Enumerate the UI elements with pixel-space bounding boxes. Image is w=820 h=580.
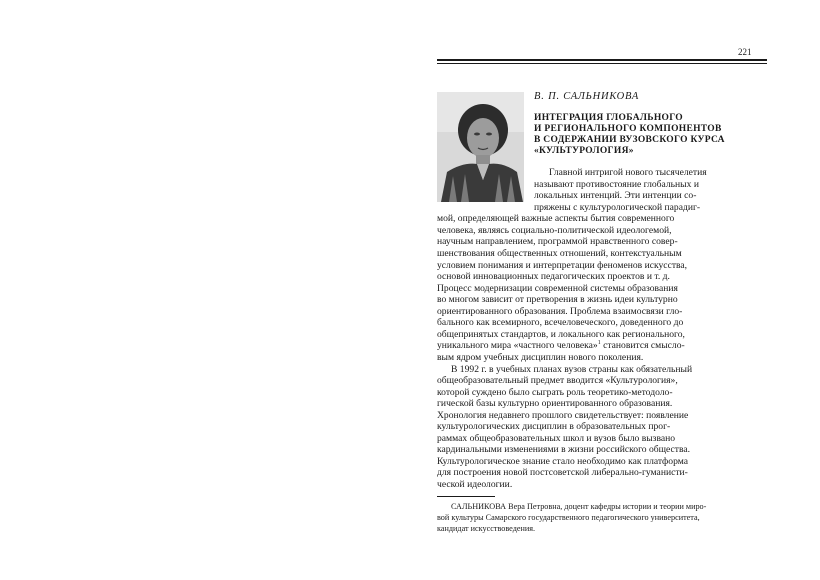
footnote-line: вой культуры Самарского государственного педагогического университета,	[437, 513, 700, 522]
body-line: уникального мира «частного человека»	[437, 340, 598, 351]
footnote-rule	[437, 496, 495, 497]
author-name: В. П. САЛЬНИКОВА	[534, 91, 640, 102]
header-rule-thin	[437, 63, 767, 64]
body-line: для построения новой постсоветской либерально-гуманисти-	[437, 467, 688, 478]
title-line: «КУЛЬТУРОЛОГИЯ»	[534, 146, 634, 156]
body-line: гической базы культурно ориентированного образования.	[437, 398, 673, 409]
body-line: условием понимания и интерпретации феноменов искусства,	[437, 260, 688, 271]
body-line: мой, определяющей важные аспекты бытия современного	[437, 213, 675, 224]
body-line: раммах общеобразовательных школ и вузов было вызвано	[437, 433, 676, 444]
body-line: основой инновационных педагогических проектов и т. д.	[437, 271, 670, 282]
body-line: человека, являясь социально-политической идеологемой,	[437, 225, 672, 236]
body-line: Главной интригой нового тысячелетия	[549, 167, 707, 178]
title-line: В СОДЕРЖАНИИ ВУЗОВСКОГО КУРСА	[534, 135, 725, 145]
body-line: шенствования общественных отношений, контекстуальным	[437, 248, 682, 259]
footnote-line: кандидат искусствоведения.	[437, 524, 536, 533]
title-line: И РЕГИОНАЛЬНОГО КОМПОНЕНТОВ	[534, 124, 722, 134]
body-line: вым ядром учебных дисциплин нового поколения.	[437, 352, 644, 363]
header-rule-thick	[437, 59, 767, 61]
body-line: ческой идеологии.	[437, 479, 513, 490]
body-line: Процесс модернизации современной системы образования	[437, 283, 678, 294]
body-line: общеобразовательный предмет вводится «Культурология»,	[437, 375, 678, 386]
body-line: В 1992 г. в учебных планах вузов страны как обязательный	[451, 364, 693, 375]
body-line: культурологических дисциплин в образовательных прог-	[437, 421, 671, 432]
body-line: называют противостояние глобальных и	[534, 179, 699, 190]
body-line: Культурологическое знание стало необходимо как платформа	[437, 456, 688, 467]
body-line: Хронология недавнего прошлого свидетельствует: появление	[437, 410, 689, 421]
author-portrait	[437, 92, 524, 202]
body-line-continuation: становится смысло-	[600, 340, 685, 351]
body-line: пряжены с культурологической парадиг-	[534, 202, 701, 213]
body-line: бального как всемирного, всечеловеческого, доведенного до	[437, 317, 684, 328]
body-line: общепринятых стандартов, и локального как регионального,	[437, 329, 685, 340]
body-line-with-footnote	[437, 340, 685, 352]
body-line: которой суждено было сыграть роль теоретико-методоло-	[437, 387, 673, 398]
page-number: 221	[738, 47, 752, 57]
article-title	[534, 113, 774, 157]
author-portrait-image	[437, 92, 524, 202]
body-line: кардинальными изменениями в жизни российского общества.	[437, 444, 691, 455]
body-line: ориентированного образования. Проблема взаимосвязи гло-	[437, 306, 683, 317]
footnote-line: САЛЬНИКОВА Вера Петровна, доцент кафедры истории и теории миро-	[451, 502, 707, 511]
body-line: научным направлением, программой нравственного совер-	[437, 236, 678, 247]
title-line: ИНТЕГРАЦИЯ ГЛОБАЛЬНОГО	[534, 113, 683, 123]
body-line: локальных интенций. Эти интенции со-	[534, 190, 697, 201]
footnote-reference[interactable]: 1	[597, 339, 601, 346]
body-line: во многом зависит от претворения в жизнь идеи культурно	[437, 294, 678, 305]
